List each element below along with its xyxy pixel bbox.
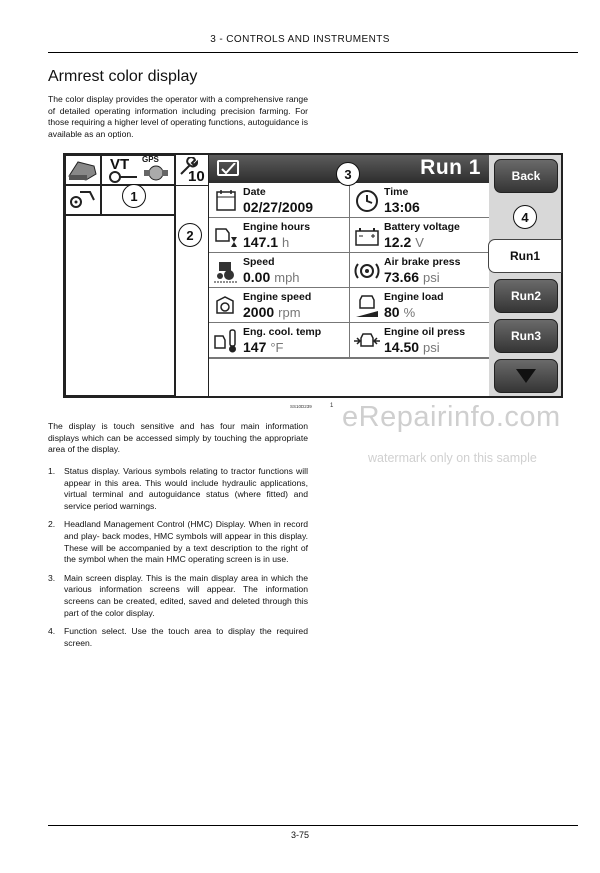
figure-number: 1 <box>330 403 334 409</box>
engine-speed-icon <box>213 293 239 319</box>
engine-hours-unit: h <box>282 235 290 250</box>
key-icon <box>108 170 138 184</box>
oil-press-reading <box>384 339 440 355</box>
engine-hourglass-icon <box>213 223 239 249</box>
oil-press-value: 14.50 <box>384 339 420 355</box>
engine-load-label: Engine load <box>384 291 444 303</box>
speed-label: Speed <box>243 256 275 268</box>
function-select-area <box>489 155 561 396</box>
list-item-text: Headland Management Control (HMC) Display. When in record and play- back modes, HMC symbols will appear in this display. These will be accompanied by a text description to the right of the symbol when the main HMC operating screen is in use. <box>64 519 308 565</box>
watermark-note: watermark only on this sample <box>368 451 537 465</box>
engine-load-value: 80 <box>384 304 400 320</box>
coolant-temp-cell[interactable] <box>209 323 349 358</box>
clock-icon <box>354 188 380 214</box>
list-item-text: Status display. Various symbols relating to tractor functions will appear in this area. This would include hydraulic applications, virtual terminal and autoguidance status (where fitted) and service period warnings. <box>64 466 308 511</box>
coolant-temp-label: Eng. cool. temp <box>243 326 322 338</box>
engine-hours-value: 147.1 <box>243 234 279 250</box>
list-item <box>48 519 308 565</box>
watermark-brand: eRepairinfo.com <box>342 401 561 433</box>
check-icon[interactable] <box>217 160 239 176</box>
date-label: Date <box>243 186 266 198</box>
status-empty-area <box>65 215 175 396</box>
engine-load-cell[interactable] <box>349 288 489 323</box>
battery-voltage-value: 12.2 <box>384 234 412 250</box>
list-item-number: 1. <box>48 466 56 476</box>
engine-speed-value: 2000 <box>243 304 275 320</box>
list-item-number: 2. <box>48 519 56 530</box>
list-item-number: 4. <box>48 626 56 637</box>
oil-pressure-icon <box>354 328 380 354</box>
calendar-icon <box>213 188 239 214</box>
header-rule <box>48 52 578 53</box>
engine-load-reading <box>384 304 415 320</box>
hmc-display-area[interactable] <box>175 155 209 396</box>
air-brake-unit: psi <box>423 270 440 285</box>
callout-1: 1 <box>122 184 146 208</box>
service-count: 10 <box>188 168 205 185</box>
battery-voltage-label: Battery voltage <box>384 221 460 233</box>
intro-paragraph: The color display provides the operator with a comprehensive range of detailed operating information including precision farming. For those requiring a higher level of operating functions, autoguidance is available as an option. <box>48 94 308 139</box>
thermometer-icon <box>213 328 239 354</box>
time-label: Time <box>384 186 409 198</box>
footer-rule <box>48 825 578 826</box>
run3-button[interactable]: Run3 <box>494 319 558 353</box>
coolant-temp-unit: °F <box>270 340 284 355</box>
armrest-display-panel <box>63 153 563 398</box>
oil-press-label: Engine oil press <box>384 326 466 338</box>
engine-hours-label: Engine hours <box>243 221 311 233</box>
air-brake-value: 73.66 <box>384 269 420 285</box>
tractor-speed-icon <box>213 258 239 284</box>
engine-speed-unit: rpm <box>278 305 301 320</box>
list-item-text: Main screen display. This is the main display area in which the various information screens will appear. The information screens can be created, edited, saved and deleted through this part of the color display. <box>64 572 308 618</box>
engine-hours-cell[interactable] <box>209 218 349 253</box>
run1-button[interactable]: Run1 <box>488 239 562 273</box>
engine-speed-label: Engine speed <box>243 291 312 303</box>
air-brake-cell[interactable] <box>349 253 489 288</box>
battery-voltage-cell[interactable] <box>349 218 489 253</box>
tractor-icon <box>65 155 101 185</box>
list-item <box>48 466 308 512</box>
scroll-down-button[interactable] <box>494 359 558 393</box>
brake-icon <box>354 258 380 284</box>
speed-value: 0.00 <box>243 269 271 285</box>
engine-hours-reading <box>243 234 289 250</box>
vt-gps-status <box>101 155 175 185</box>
function-list <box>48 466 308 656</box>
time-cell[interactable] <box>349 183 489 218</box>
speed-cell[interactable] <box>209 253 349 288</box>
battery-voltage-reading <box>384 234 424 250</box>
back-button[interactable]: Back <box>494 159 558 193</box>
page-header-title: 3 - CONTROLS AND INSTRUMENTS <box>210 34 390 45</box>
callout-4: 4 <box>513 205 537 229</box>
page-number: 3-75 <box>290 830 309 840</box>
figure-reference-code: SS10D239 <box>290 404 312 409</box>
run-title: Run 1 <box>420 156 481 179</box>
hmc-divider <box>176 185 208 186</box>
satellite-icon <box>144 163 168 183</box>
run2-button[interactable]: Run2 <box>494 279 558 313</box>
coolant-temp-reading <box>243 339 284 355</box>
callout-2: 2 <box>178 223 202 247</box>
time-value: 13:06 <box>384 199 420 215</box>
list-item <box>48 626 308 649</box>
gps-label: GPS <box>142 155 159 164</box>
vt-label: VT <box>110 156 130 173</box>
date-value: 02/27/2009 <box>243 199 314 215</box>
speed-reading <box>243 269 300 285</box>
battery-icon <box>354 223 380 249</box>
main-empty-area <box>209 358 489 397</box>
status-display-area[interactable] <box>65 155 175 396</box>
engine-load-icon <box>354 293 380 319</box>
main-screen-display[interactable] <box>209 155 489 396</box>
list-item-text: Function select. Use the touch area to display the required screen. <box>64 626 308 648</box>
oil-press-cell[interactable] <box>349 323 489 358</box>
air-brake-label: Air brake press <box>384 256 461 268</box>
down-arrow-icon <box>514 367 538 385</box>
speed-unit: mph <box>274 270 300 285</box>
date-cell[interactable] <box>209 183 349 218</box>
list-item <box>48 573 308 619</box>
engine-load-unit: % <box>403 305 416 320</box>
oil-press-unit: psi <box>423 340 440 355</box>
section-title: Armrest color display <box>48 68 198 85</box>
implement-icon <box>65 185 101 215</box>
engine-speed-reading <box>243 304 301 320</box>
coolant-temp-value: 147 <box>243 339 267 355</box>
touch-paragraph: The display is touch sensitive and has four main information displays which can be accessed simply by touching the appropriate area of the display. <box>48 421 308 455</box>
callout-3: 3 <box>336 162 360 186</box>
battery-voltage-unit: V <box>415 235 424 250</box>
air-brake-reading <box>384 269 440 285</box>
list-item-number: 3. <box>48 572 56 583</box>
info-grid <box>209 183 489 358</box>
engine-speed-cell[interactable] <box>209 288 349 323</box>
